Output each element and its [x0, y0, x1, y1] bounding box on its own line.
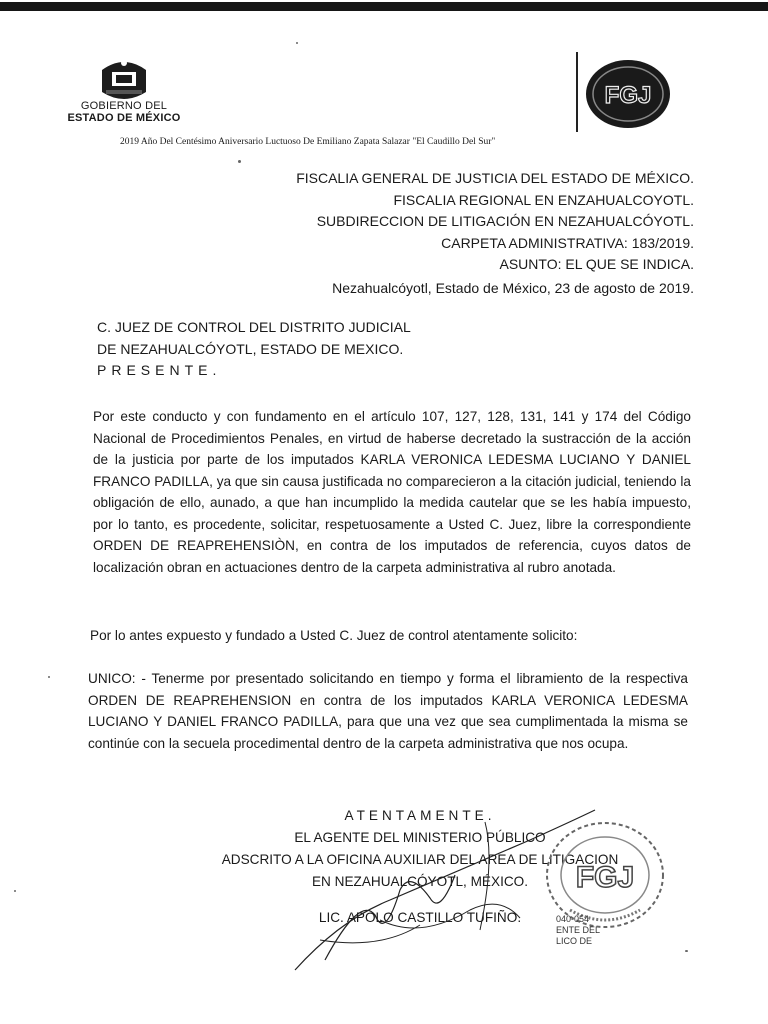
letterhead-divider: [576, 52, 578, 132]
body-paragraph-3: UNICO: - Tenerme por presentado solicitando en tiempo y forma el libramiento de la respectiva ORDEN DE REAPREHENSION en contra de los imputados KARLA VERONICA LEDESMA LUCIANO Y DANIEL FRANCO PADILLA, para que una vez que sea cumplimentada la misma se continúe con la secuela procedimental dentro de la carpeta administrativa que nos ocupa.: [88, 671, 688, 751]
header-line-1: FISCALIA GENERAL DE JUSTICIA DEL ESTADO DE MÉXICO.: [296, 170, 694, 186]
scan-speck: [685, 950, 688, 952]
body-paragraph-1: Por este conducto y con fundamento en el artículo 107, 127, 128, 131, 141 y 174 del Código Nacional de Procedimientos Penales, en virtud de haberse decretado la sustracción de la acción de la justicia por parte de los imputados KARLA VERONICA LEDESMA LUCIANO Y DANIEL FRANCO PADILLA, ya que sin causa justificada no comparecieron a la citación judicial, teniendo la obligación de ello, aunado, a que han incumplido la medida cautelar que se les había impuesto, por lo tanto, es procedente, solicitar, respetuosamente a Usted C. Juez, libre la correspondiente ORDEN DE REAPREHENSIÒN, en contra de los imputados de referencia, cuyos datos de localización obran en actuaciones dentro de la carpeta administrativa al rubro anotada.: [93, 409, 691, 575]
stamp-number: 040-054: [556, 914, 590, 924]
signer-title-2: ADSCRITO A LA OFICINA AUXILIAR DEL AREA DE LITIGACION: [221, 852, 619, 867]
scan-speck: [296, 42, 298, 44]
header-line-5: ASUNTO: EL QUE SE INDICA.: [499, 256, 694, 272]
scan-speck: [48, 676, 50, 678]
scan-speck: [14, 890, 16, 892]
stamp-line-1: ENTE DEL: [556, 925, 601, 935]
gov-line-1: GOBIERNO DEL: [80, 100, 168, 112]
fgj-logo-text: FGJ: [604, 82, 652, 109]
stamp-line-2: LICO DE: [556, 936, 593, 946]
scan-speck: [238, 160, 241, 163]
signer-title-3: EN NEZAHUALCÓYOTL, MÉXICO.: [311, 874, 529, 889]
header-line-2: FISCALIA REGIONAL EN ENZAHUALCOYOTL.: [393, 191, 694, 208]
gobierno-estado-mexico-label: [60, 100, 188, 124]
addressee-line-2: DE NEZAHUALCÓYOTL, ESTADO DE MEXICO.: [97, 340, 404, 357]
document-header: [296, 168, 694, 299]
fgj-logo: [584, 58, 672, 130]
stamp-logo-text: FGJ: [575, 861, 635, 894]
header-line-4: CARPETA ADMINISTRATIVA: 183/2019.: [441, 234, 694, 251]
gov-line-2: ESTADO DE MÉXICO: [67, 112, 181, 124]
closing-line: ATENTAMENTE.: [344, 808, 496, 823]
signer-name: LIC. APOLO CASTILLO TUFIÑO.: [318, 910, 522, 925]
addressee-block: [97, 317, 411, 382]
year-motto: 2019 Año Del Centésimo Aniversario Luctuoso De Emiliano Zapata Salazar "El Caudillo Del Sur": [120, 137, 496, 147]
stamp-text: [556, 914, 600, 947]
header-date: Nezahualcóyotl, Estado de México, 23 de agosto de 2019.: [332, 279, 694, 296]
header-line-3: SUBDIRECCION DE LITIGACIÓN EN NEZAHUALCÓYOTL.: [316, 213, 694, 229]
gobierno-estado-mexico-emblem-icon: [97, 52, 151, 104]
addressee-line-1: C. JUEZ DE CONTROL DEL DISTRITO JUDICIAL: [97, 319, 411, 335]
signer-title-1: EL AGENTE DEL MINISTERIO PÚBLICO: [294, 830, 546, 845]
addressee-line-3: PRESENTE.: [97, 362, 222, 378]
body-paragraph-2: Por lo antes expuesto y fundado a Usted C. Juez de control atentamente solicito:: [90, 628, 578, 643]
page-top-rule: [0, 2, 768, 11]
